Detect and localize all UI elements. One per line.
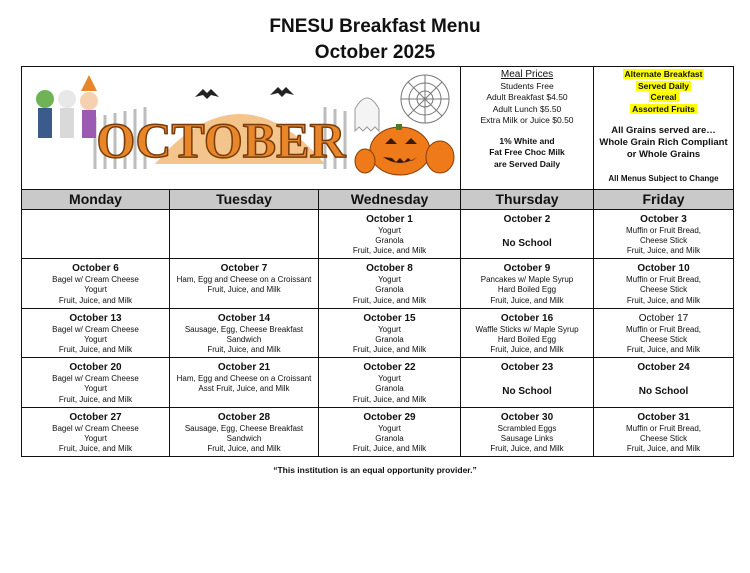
menu-item: Fruit, Juice, and Milk [490, 443, 564, 453]
week-row [22, 209, 734, 258]
menu-item: Sausage, Egg, Cheese Breakfast Sandwich [184, 423, 304, 443]
day-cell [22, 407, 170, 456]
equal-opportunity-footer: “This institution is an equal opportunity provider.” [273, 465, 477, 475]
day-cell [594, 209, 734, 258]
menu-item: Fruit, Juice, and Milk [352, 443, 427, 453]
milk-note-line: are Served Daily [493, 158, 561, 169]
day-header-wednesday: Wednesday [319, 190, 461, 210]
day-date: October 15 [363, 312, 416, 324]
day-cell [319, 259, 461, 308]
day-cell [461, 407, 594, 456]
day-cell [319, 358, 461, 407]
menu-item: Yogurt [378, 423, 401, 433]
price-line: Adult Breakfast $4.50 [486, 92, 568, 102]
day-cell [461, 209, 594, 258]
menu-item: Sausage, Egg, Cheese Breakfast Sandwich [184, 324, 304, 344]
day-date: October 10 [637, 263, 690, 275]
day-cell [22, 358, 170, 407]
alternate-highlight: Alternate Breakfast [624, 69, 703, 79]
milk-note-line: Fat Free Choc Milk [489, 147, 565, 157]
banner-row [22, 67, 734, 190]
menu-item: Fruit, Juice, and Milk [58, 394, 133, 404]
menu-item: Bagel w/ Cream Cheese [52, 324, 139, 334]
day-date: October 30 [500, 411, 554, 423]
menu-item: Yogurt [84, 384, 107, 394]
day-date: October 7 [220, 263, 268, 275]
meal-prices-heading: Meal Prices [500, 69, 554, 80]
menu-item: Cheese Stick [639, 433, 688, 443]
no-school-note: No School [638, 386, 689, 398]
alternate-highlight: Cereal [650, 92, 677, 102]
menu-item: Hard Boiled Egg [497, 285, 557, 295]
menu-item: Muffin or Fruit Bread, [626, 423, 702, 433]
day-cell [319, 407, 461, 456]
menu-item: Fruit, Juice, and Milk [490, 345, 564, 355]
menu-item: Sausage Links [500, 433, 554, 443]
day-date: October 3 [640, 213, 687, 225]
grains-line: All Grains served are… [611, 125, 716, 136]
day-date: October 23 [500, 362, 554, 374]
menu-item: Cheese Stick [639, 235, 688, 245]
day-date: October 17 [638, 312, 689, 324]
menu-item: Fruit, Juice, and Milk [352, 246, 427, 256]
menu-item: Yogurt [84, 433, 107, 443]
grains-note [594, 125, 733, 161]
day-header-tuesday: Tuesday [170, 190, 319, 210]
day-cell [594, 358, 734, 407]
week-row [22, 407, 734, 456]
menu-item: Yogurt [84, 285, 107, 295]
menu-item: Granola [375, 384, 404, 394]
menu-item: Fruit, Juice, and Milk [626, 246, 701, 256]
day-cell [461, 358, 594, 407]
day-date: October 9 [503, 263, 551, 275]
menu-item: Fruit, Juice, and Milk [207, 443, 281, 453]
menu-item: Yogurt [378, 324, 401, 334]
week-row [22, 358, 734, 407]
day-cell [319, 209, 461, 258]
day-cell [170, 259, 319, 308]
menu-item: Granola [375, 334, 404, 344]
menu-item: Fruit, Juice, and Milk [626, 443, 701, 453]
menu-item: Hard Boiled Egg [497, 334, 557, 344]
day-cell [170, 308, 319, 357]
day-header-thursday: Thursday [461, 190, 594, 210]
menu-item: Bagel w/ Cream Cheese [52, 374, 139, 384]
no-school-note: No School [502, 386, 552, 398]
day-date: October 2 [503, 213, 551, 225]
day-cell [461, 308, 594, 357]
menu-item: Fruit, Juice, and Milk [58, 295, 133, 305]
milk-note-line: 1% White and [499, 135, 555, 146]
menu-item: Asst Fruit, Juice, and Milk [198, 384, 290, 394]
day-date: October 29 [363, 411, 416, 423]
meal-prices-cell [461, 67, 594, 190]
alternate-highlight: Assorted Fruits [632, 103, 695, 114]
alternate-highlight: Served Daily [638, 80, 690, 91]
week-row [22, 308, 734, 357]
menu-item: Fruit, Juice, and Milk [207, 285, 281, 295]
day-date: October 14 [217, 312, 271, 324]
menu-item: Bagel w/ Cream Cheese [52, 423, 139, 433]
alternate-breakfast-cell [594, 67, 734, 190]
spider-web-icon [401, 75, 449, 123]
day-date: October 24 [637, 362, 690, 374]
week-row [22, 259, 734, 308]
day-cell [22, 209, 170, 258]
day-date: October 28 [217, 411, 271, 423]
menu-item: Muffin or Fruit Bread, [626, 324, 702, 334]
day-cell [594, 407, 734, 456]
menu-item: Fruit, Juice, and Milk [352, 295, 427, 305]
no-school-note: No School [502, 237, 552, 249]
menu-item: Granola [375, 433, 404, 443]
menu-item: Granola [375, 235, 404, 245]
menu-item: Granola [375, 285, 404, 295]
day-cell [461, 259, 594, 308]
page-subtitle: October 2025 [314, 42, 436, 63]
subject-to-change-note: All Menus Subject to Change [608, 174, 719, 183]
day-date: October 21 [217, 362, 271, 374]
ghost-icon [355, 98, 379, 131]
menu-item: Fruit, Juice, and Milk [58, 443, 133, 453]
menu-item: Fruit, Juice, and Milk [626, 295, 701, 305]
menu-item: Fruit, Juice, and Milk [352, 345, 427, 355]
menu-item: Cheese Stick [639, 285, 688, 295]
october-banner [22, 67, 461, 190]
day-cell [170, 209, 319, 258]
menu-item: Yogurt [378, 275, 401, 285]
day-cell [594, 259, 734, 308]
menu-item: Waffle Sticks w/ Maple Syrup [475, 324, 579, 334]
day-date: October 6 [72, 263, 119, 275]
day-header-friday: Friday [594, 190, 734, 210]
menu-item: Cheese Stick [639, 334, 688, 344]
price-line: Extra Milk or Juice $0.50 [480, 115, 574, 125]
day-date: October 22 [363, 362, 416, 374]
day-date: October 31 [637, 411, 690, 423]
day-cell [170, 358, 319, 407]
day-cell [319, 308, 461, 357]
price-line: Adult Lunch $5.50 [492, 103, 562, 114]
menu-item: Fruit, Juice, and Milk [352, 394, 427, 404]
menu-item: Scrambled Eggs [497, 423, 557, 433]
day-date: October 20 [69, 362, 122, 374]
menu-item: Bagel w/ Cream Cheese [52, 275, 139, 285]
day-cell [594, 308, 734, 357]
october-banner-art [25, 69, 457, 181]
price-line: Students Free [500, 80, 554, 91]
menu-item: Fruit, Juice, and Milk [626, 345, 701, 355]
day-cell [22, 259, 170, 308]
day-date: October 8 [366, 263, 413, 275]
menu-item: Fruit, Juice, and Milk [58, 345, 133, 355]
day-date: October 1 [366, 213, 413, 225]
menu-item: Yogurt [84, 334, 107, 344]
day-header-row [22, 190, 734, 210]
day-cell [170, 407, 319, 456]
menu-item: Yogurt [378, 374, 401, 384]
day-date: October 27 [69, 411, 122, 423]
day-header-monday: Monday [22, 190, 170, 210]
october-word: OCTOBER [96, 112, 346, 168]
grains-line: Whole Grain Rich Compliant [599, 137, 728, 148]
menu-item: Ham, Egg and Cheese on a Croissant [176, 374, 312, 384]
menu-item: Pancakes w/ Maple Syrup [480, 275, 574, 285]
menu-item: Muffin or Fruit Bread, [626, 275, 702, 285]
menu-item: Yogurt [378, 225, 401, 235]
menu-item: Ham, Egg and Cheese on a Croissant [176, 275, 312, 285]
day-date: October 16 [500, 312, 554, 324]
menu-table [21, 66, 734, 457]
page-title: FNESU Breakfast Menu [269, 16, 481, 37]
day-cell [22, 308, 170, 357]
grains-line: or Whole Grains [626, 149, 701, 160]
milk-note [461, 136, 593, 171]
day-date: October 13 [69, 312, 122, 324]
menu-item: Fruit, Juice, and Milk [207, 345, 281, 355]
menu-item: Fruit, Juice, and Milk [490, 295, 564, 305]
menu-item: Muffin or Fruit Bread, [626, 225, 702, 235]
